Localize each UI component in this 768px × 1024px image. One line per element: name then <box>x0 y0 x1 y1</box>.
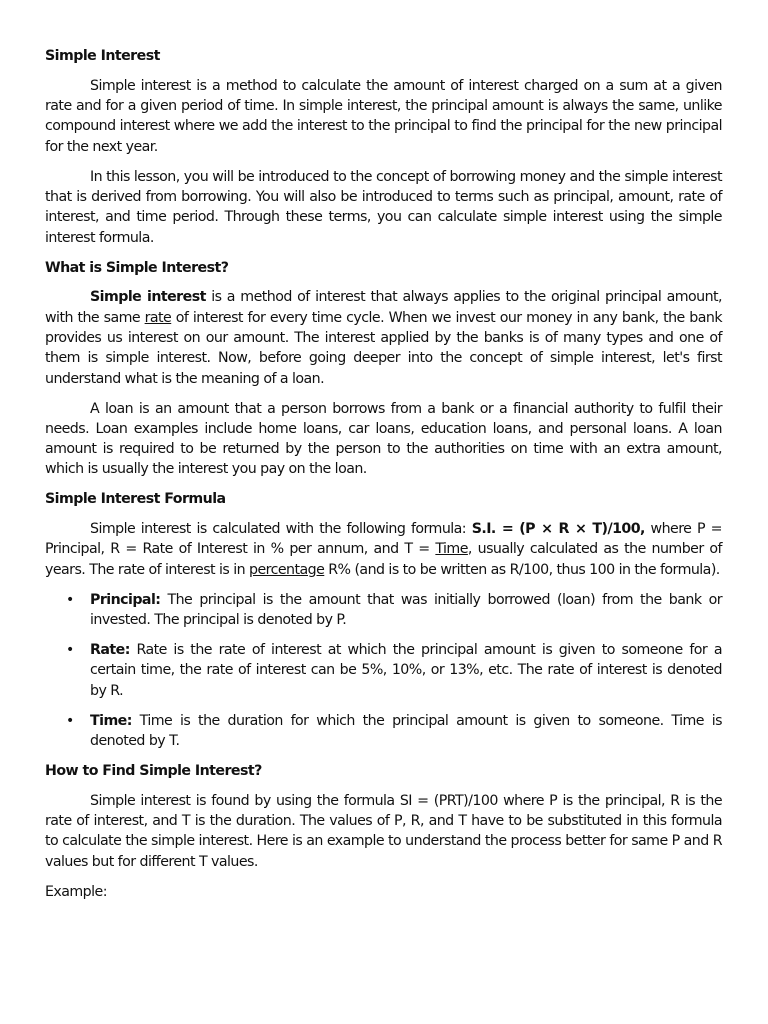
term-time-text: Time is the duration for which the principal amount is given to someone. Time is denoted by T. <box>90 712 722 749</box>
formula-text-d: R% (and is to be written as R/100, thus 100 in the formula). <box>324 561 720 578</box>
list-item-principal <box>45 590 722 631</box>
term-time: Time: <box>90 712 132 729</box>
paragraph-formula <box>45 519 722 580</box>
term-simple-interest: Simple interest <box>90 289 206 306</box>
term-principal-text: The principal is the amount that was initially borrowed (loan) from the bank or invested. The principal is denoted by P. <box>90 591 722 629</box>
heading-how-to-find: How to Find Simple Interest? <box>45 762 262 779</box>
paragraph-loan: A loan is an amount that a person borrows from a bank or a financial authority to fulfil their needs. Loan examples include home loans, car loans, education loans, and personal loans. A loan amount is required to be returned by the person to the authorities on time with an extra amount, which is usually the interest you pay on the loan. <box>45 400 722 478</box>
example-label: Example: <box>45 883 107 900</box>
term-rate: Rate: <box>90 642 130 659</box>
heading-simple-interest-formula: Simple Interest Formula <box>45 491 226 508</box>
bullet-icon: • <box>66 642 74 659</box>
formula-expression: S.I. = (P × R × T)/100, <box>471 521 645 538</box>
bullet-icon: • <box>66 712 74 729</box>
link-time[interactable]: Time <box>435 541 468 558</box>
definition-text-b: of interest for every time cycle. When we invest our money in any bank, the bank provides us interest on our amount. The interest applied by the banks is of many types and one of them is simple interest. Now, before going deeper into the concept of simple interest, let's first understand what is the meaning of a loan. <box>45 309 722 387</box>
heading-simple-interest: Simple Interest <box>45 48 160 64</box>
paragraph-lesson: In this lesson, you will be introduced to the concept of borrowing money and the simple interest that is derived from borrowing. You will also be introduced to terms such as principal, amount, rate of interest, and time period. Through these terms, you can calculate simple interest using the simple interest formula. <box>45 168 722 246</box>
link-percentage[interactable]: percentage <box>249 561 325 578</box>
paragraph-definition <box>45 287 722 388</box>
term-principal: Principal: <box>90 591 161 608</box>
link-rate[interactable]: rate <box>144 309 172 326</box>
term-rate-text: Rate is the rate of interest at which the principal amount is given to someone for a certain time, the rate of interest can be 5%, 10%, or 13%, etc. The rate of interest is denoted by R. <box>90 642 722 699</box>
paragraph-intro: Simple interest is a method to calculate the amount of interest charged on a sum at a given rate and for a given period of time. In simple interest, the principal amount is always the same, unlike compound interest where we add the interest to the principal to find the principal for the new principal for the next year. <box>45 77 722 155</box>
list-item-rate <box>45 640 722 701</box>
formula-terms-list <box>45 590 722 751</box>
list-item-time <box>45 711 722 752</box>
formula-text-b: where P = Principal, R = Rate of Interest in % per annum, and T = <box>45 521 722 558</box>
paragraph-how-to-find: Simple interest is found by using the formula SI = (PRT)/100 where P is the principal, R is the rate of interest, and T is the duration. The values of P, R, and T have to be substituted in this formula to calculate the simple interest. Here is an example to understand the process better for same P and R values but for different T values. <box>45 792 722 870</box>
formula-text-a: Simple interest is calculated with the following formula: <box>90 521 472 538</box>
bullet-icon: • <box>66 591 74 608</box>
document-page <box>45 46 722 912</box>
formula-text-c: , usually calculated as the number of years. The rate of interest is in <box>45 541 722 578</box>
heading-what-is-simple-interest: What is Simple Interest? <box>45 259 229 276</box>
definition-text-a: is a method of interest that always applies to the original principal amount, with the same <box>45 289 722 326</box>
